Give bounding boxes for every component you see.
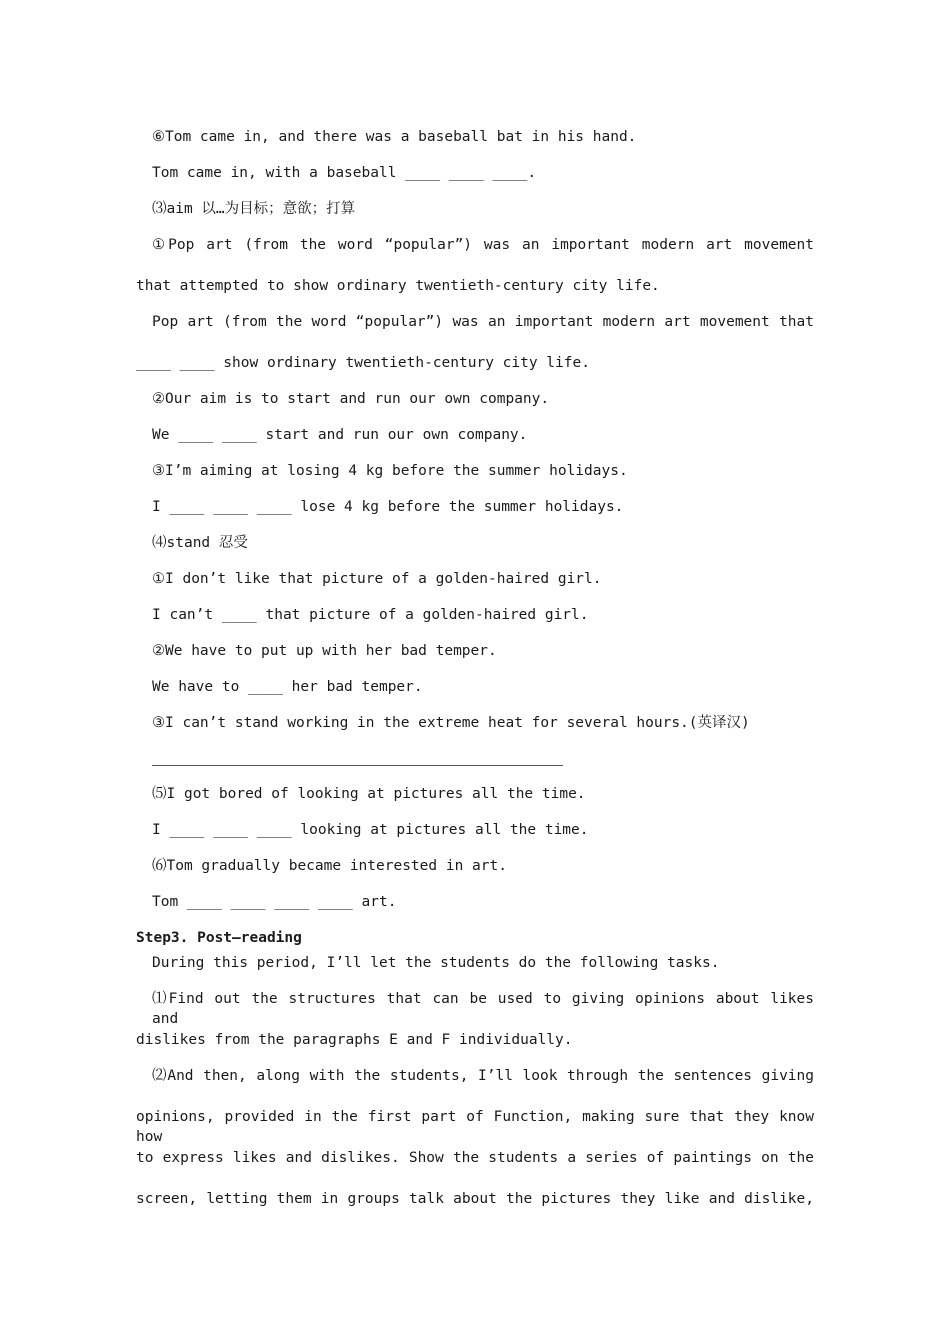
fill-in-sentence: We have to ____ her bad temper. [152, 679, 423, 695]
example-sentence-cont: that attempted to show ordinary twentieth-century city life. [136, 278, 660, 294]
fill-in-sentence: I ____ ____ ____ looking at pictures all the time. [152, 822, 589, 838]
example-sentence: ⑸I got bored of looking at pictures all the time. [152, 786, 586, 802]
example-sentence: ①I don’t like that picture of a golden-haired girl. [152, 571, 602, 587]
example-sentence: ③I’m aiming at losing 4 kg before the summer holidays. [152, 463, 628, 479]
fill-in-sentence: Tom ____ ____ ____ ____ art. [152, 894, 397, 910]
vocab-heading: ⑷stand 忍受 [152, 535, 248, 551]
translation-sentence: ③I can’t stand working in the extreme heat for several hours.(英译汉) [152, 715, 750, 731]
paragraph-line: opinions, provided in the first part of Function, making sure that they know how [136, 1109, 814, 1145]
example-sentence: ⑹Tom gradually became interested in art. [152, 858, 507, 874]
fill-in-sentence: Pop art (from the word “popular”) was an important modern art movement that [152, 314, 814, 330]
example-sentence: ②Our aim is to start and run our own company. [152, 391, 550, 407]
paragraph-line: ⑴Find out the structures that can be used to giving opinions about likes and [152, 991, 814, 1027]
paragraph-line: During this period, I’ll let the students do the following tasks. [152, 955, 720, 971]
paragraph-line: screen, letting them in groups talk about the pictures they like and dislike, [136, 1191, 814, 1207]
fill-in-sentence: Tom came in, with a baseball ____ ____ ____. [152, 165, 537, 181]
paragraph-line: ⑵And then, along with the students, I’ll look through the sentences giving [152, 1068, 814, 1084]
answer-line [152, 765, 563, 766]
paragraph-line: to express likes and dislikes. Show the students a series of paintings on the [136, 1150, 814, 1166]
example-sentence: ①Pop art (from the word “popular”) was an important modern art movement [152, 237, 814, 253]
example-sentence: ⑥Tom came in, and there was a baseball bat in his hand. [152, 129, 637, 145]
vocab-heading: ⑶aim 以…为目标；意欲；打算 [152, 201, 356, 217]
example-sentence: ②We have to put up with her bad temper. [152, 643, 497, 659]
fill-in-sentence: I can’t ____ that picture of a golden-haired girl. [152, 607, 589, 623]
fill-in-sentence: We ____ ____ start and run our own company. [152, 427, 528, 443]
fill-in-sentence: I ____ ____ ____ lose 4 kg before the summer holidays. [152, 499, 624, 515]
paragraph-line: dislikes from the paragraphs E and F individually. [136, 1032, 573, 1048]
fill-in-sentence-cont: ____ ____ show ordinary twentieth-century city life. [136, 355, 590, 371]
section-heading: Step3. Post—reading [136, 930, 302, 946]
